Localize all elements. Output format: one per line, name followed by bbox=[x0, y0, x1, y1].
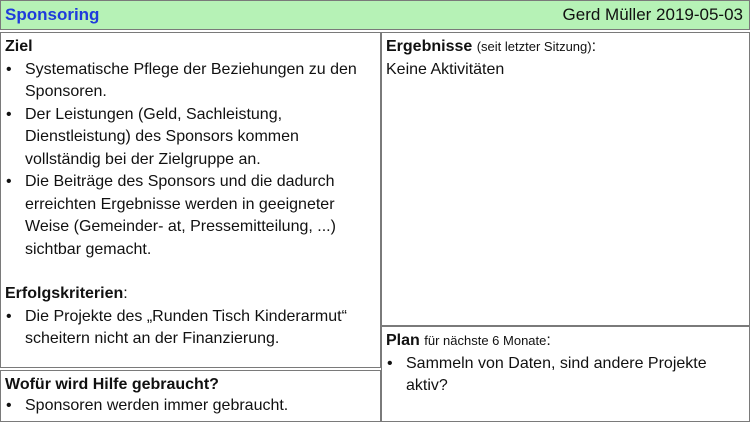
plan-subheading: für nächste 6 Monate bbox=[424, 333, 547, 348]
goal-item: • Der Leistungen (Geld, Sachleistung, Dienstleistung) des Sponsors kommen vollständig bei der Zielgruppe an. bbox=[5, 104, 376, 172]
help-item: • Sponsoren werden immer gebraucht. bbox=[5, 395, 376, 416]
goal-list bbox=[5, 59, 376, 262]
results-subheading: (seit letzter Sitzung) bbox=[476, 39, 592, 54]
results-text: Keine Aktivitäten bbox=[386, 60, 505, 78]
results-panel bbox=[381, 32, 750, 326]
goal-item: • Die Beiträge des Sponsors und die dadurch erreichten Ergebnisse werden in geeigneter Weise (Gemeinder- at, Pressemitteilung, ...) sichtbar gemacht. bbox=[5, 171, 376, 261]
help-panel bbox=[0, 370, 381, 422]
criteria-item: • Die Projekte des „Runden Tisch Kinderarmut“ scheitern nicht an der Finanzierung. bbox=[5, 306, 376, 351]
results-colon: : bbox=[591, 38, 597, 55]
plan-panel bbox=[381, 326, 750, 422]
results-heading: Ergebnisse bbox=[386, 38, 473, 55]
criteria-colon: : bbox=[123, 285, 128, 302]
results-heading-line bbox=[386, 36, 745, 59]
spacer bbox=[5, 261, 376, 283]
header-bar bbox=[0, 0, 750, 30]
plan-item: • Sammeln von Daten, sind andere Projekte aktiv? bbox=[386, 353, 745, 398]
page-title: Sponsoring bbox=[5, 5, 100, 24]
criteria-list bbox=[5, 306, 376, 351]
plan-heading-line bbox=[386, 330, 745, 353]
help-heading: Wofür wird Hilfe gebraucht? bbox=[5, 376, 219, 393]
author-date: Gerd Müller 2019-05-03 bbox=[562, 5, 743, 24]
plan-heading: Plan bbox=[386, 332, 420, 349]
goal-item: • Systematische Pflege der Beziehungen zu den Sponsoren. bbox=[5, 59, 376, 104]
plan-list bbox=[386, 353, 745, 398]
criteria-heading-line bbox=[5, 283, 376, 306]
criteria-heading: Erfolgskriterien bbox=[5, 285, 124, 302]
help-list bbox=[5, 395, 376, 416]
goal-panel bbox=[0, 32, 381, 368]
plan-colon: : bbox=[546, 332, 551, 349]
goal-heading: Ziel bbox=[5, 38, 33, 55]
